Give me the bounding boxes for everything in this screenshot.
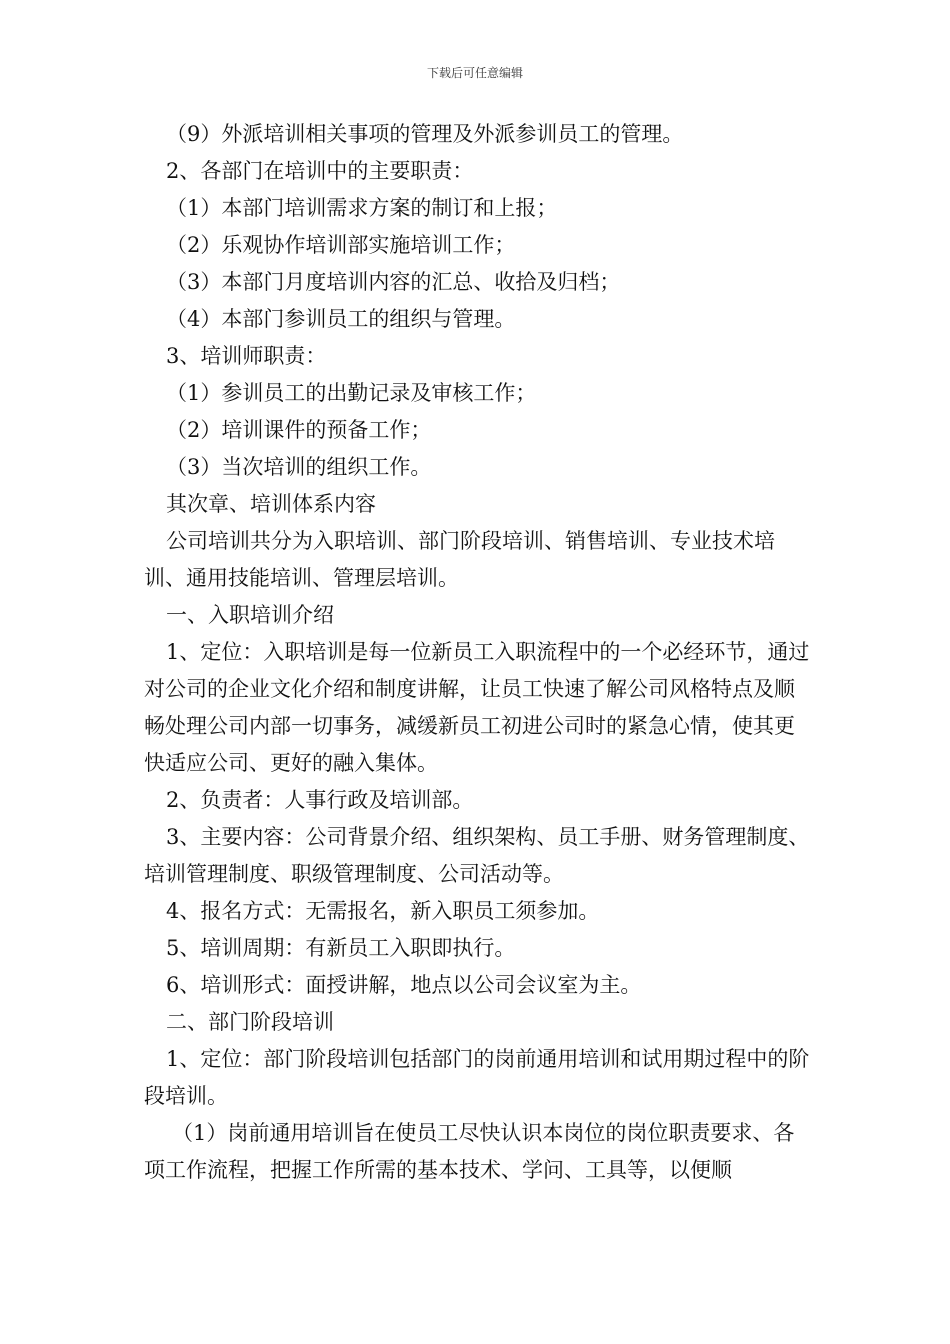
paragraph: 3、培训师职责： [166, 344, 327, 368]
paragraph: （2）培训课件的预备工作； [166, 418, 432, 442]
header-note: 下载后可任意编辑 [426, 66, 523, 80]
paragraph: （1）本部门培训需求方案的制订和上报； [166, 196, 558, 220]
section-heading: 二、部门阶段培训 [166, 1010, 334, 1034]
paragraph: （1）参训员工的出勤记录及审核工作； [166, 381, 537, 405]
paragraph: 2、各部门在培训中的主要职责： [166, 159, 474, 183]
section-heading: 其次章、培训体系内容 [166, 492, 376, 516]
paragraph: 2、负责者：人事行政及培训部。 [166, 788, 474, 812]
paragraph: 4、报名方式：无需报名，新入职员工须参加。 [166, 899, 600, 923]
paragraph: （3）本部门月度培训内容的汇总、收拾及归档； [166, 270, 621, 294]
paragraph: 3、主要内容：公司背景介绍、组织架构、员工手册、财务管理制度、培训管理制度、职级管理制度、公司活动等。 [144, 825, 810, 886]
paragraph: 1、定位：入职培训是每一位新员工入职流程中的一个必经环节，通过对公司的企业文化介绍和制度讲解，让员工快速了解公司风格特点及顺畅处理公司内部一切事务，减缓新员工初进公司时的紧急心情，使其更快适应公司、更好的融入集体。 [144, 640, 810, 775]
paragraph: 1、定位：部门阶段培训包括部门的岗前通用培训和试用期过程中的阶段培训。 [144, 1047, 810, 1108]
paragraph: 公司培训共分为入职培训、部门阶段培训、销售培训、专业技术培训、通用技能培训、管理层培训。 [144, 529, 775, 590]
paragraph: （4）本部门参训员工的组织与管理。 [166, 307, 516, 331]
paragraph: 5、培训周期：有新员工入职即执行。 [166, 936, 516, 960]
section-heading: 一、入职培训介绍 [166, 603, 334, 627]
paragraph: （3）当次培训的组织工作。 [166, 455, 432, 479]
paragraph: （9）外派培训相关事项的管理及外派参训员工的管理。 [166, 122, 684, 146]
document-body [144, 116, 814, 1189]
paragraph: 6、培训形式：面授讲解，地点以公司会议室为主。 [166, 973, 642, 997]
paragraph: （1）岗前通用培训旨在使员工尽快认识本岗位的岗位职责要求、各项工作流程，把握工作所需的基本技术、学问、工具等，以便顺 [144, 1121, 795, 1182]
paragraph: （2）乐观协作培训部实施培训工作； [166, 233, 516, 257]
